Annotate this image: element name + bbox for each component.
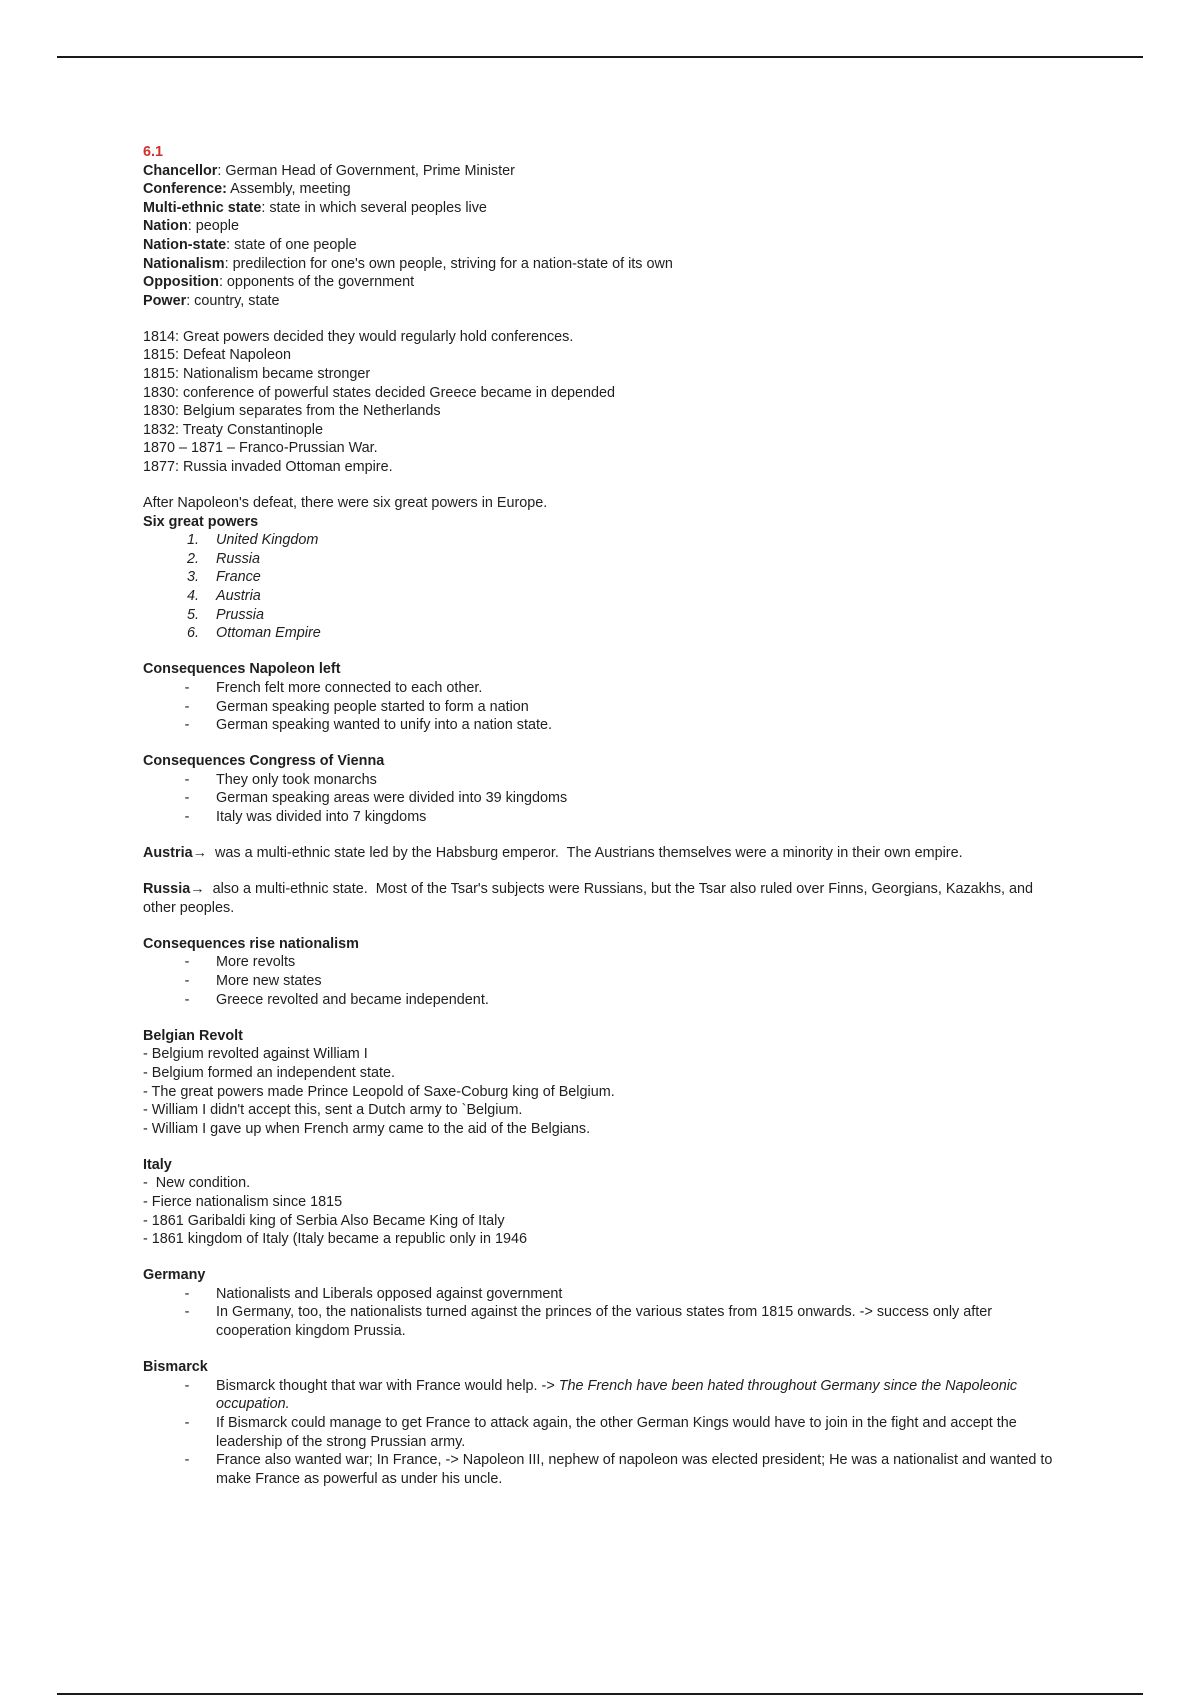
bullet-list xyxy=(143,1285,1063,1341)
list-number: 2. xyxy=(186,550,199,567)
glossary-entry xyxy=(143,292,1063,311)
glossary-definition: Assembly, meeting xyxy=(226,181,351,198)
dash-marker: - xyxy=(184,717,190,734)
great-powers-intro: After Napoleon's defeat, there were six great powers in Europe. xyxy=(143,495,548,512)
glossary-definition: : German Head of Government, Prime Minister xyxy=(217,162,515,179)
dash-marker: - xyxy=(184,771,190,788)
list-item xyxy=(143,587,1063,606)
list-item: - The great powers made Prince Leopold of Saxe-Coburg king of Belgium. xyxy=(143,1083,615,1100)
list-item xyxy=(143,953,1063,972)
glossary-entry xyxy=(143,255,1063,274)
glossary-entry xyxy=(143,162,1063,181)
timeline-entry: 1870 – 1871 – Franco-Prussian War. xyxy=(143,440,378,457)
belgian-revolt-section xyxy=(143,1027,1063,1139)
bottom-rule xyxy=(57,1693,1143,1695)
germany-section xyxy=(143,1266,1063,1340)
dash-marker: - xyxy=(184,1304,190,1321)
list-item-text: Italy was divided into 7 kingdoms xyxy=(216,809,427,825)
list-number: 1. xyxy=(186,532,199,549)
list-item-text: Greece revolted and became independent. xyxy=(216,991,489,1008)
list-item xyxy=(143,808,1063,827)
list-item: - 1861 kingdom of Italy (Italy became a republic only in 1946 xyxy=(143,1231,527,1248)
bullet-list xyxy=(143,953,1063,1009)
paragraph-text: also a multi-ethnic state. Most of the Tsar's subjects were Russians, but the Tsar also ruled over Finns, Georgians, Kazakhs, and other peoples. xyxy=(143,881,1038,916)
section-heading: Bismarck xyxy=(143,1359,208,1376)
bullet-list xyxy=(143,771,1063,827)
list-item xyxy=(143,771,1063,790)
bullet-list xyxy=(143,679,1063,735)
list-item-text: German speaking areas were divided into 39 kingdoms xyxy=(216,790,568,807)
list-item: - Belgium formed an independent state. xyxy=(143,1064,395,1081)
glossary-definition: : state in which several peoples live xyxy=(261,199,487,216)
list-item: - New condition. xyxy=(143,1175,251,1192)
list-item-text: Nationalists and Liberals opposed against government xyxy=(216,1285,563,1302)
timeline-entry: 1830: Belgium separates from the Netherlands xyxy=(143,403,441,420)
section-heading: Germany xyxy=(143,1267,206,1284)
list-item xyxy=(143,531,1063,550)
list-item xyxy=(143,972,1063,991)
dash-marker: - xyxy=(184,790,190,807)
list-item xyxy=(143,1414,1063,1451)
paragraph-label: Austria→ xyxy=(143,845,207,862)
list-item-text: If Bismarck could manage to get France to attack again, the other German Kings would have to join in the fight and accept the leadership of the strong Prussian army. xyxy=(216,1414,1017,1450)
glossary-definition: : country, state xyxy=(186,292,280,309)
timeline-entry: 1814: Great powers decided they would regularly hold conferences. xyxy=(143,328,574,345)
list-item xyxy=(143,568,1063,587)
list-item-text: In Germany, too, the nationalists turned against the princes of the various states from 1815 onwards. -> success only after cooperation kingdom Prussia. xyxy=(216,1304,993,1340)
dash-marker: - xyxy=(184,809,190,825)
list-item xyxy=(143,679,1063,698)
list-item xyxy=(143,606,1063,625)
dash-marker: - xyxy=(184,698,190,715)
list-item xyxy=(143,550,1063,569)
timeline-entry: 1832: Treaty Constantinople xyxy=(143,421,324,438)
list-number: 4. xyxy=(186,588,199,605)
list-item-text: France xyxy=(216,569,261,586)
glossary-entry xyxy=(143,180,1063,199)
list-item xyxy=(143,698,1063,717)
list-item: - Belgium revolted against William I xyxy=(143,1046,368,1063)
list-item: - 1861 Garibaldi king of Serbia Also Became King of Italy xyxy=(143,1212,505,1229)
timeline-entry: 1815: Nationalism became stronger xyxy=(143,366,371,383)
list-item xyxy=(143,789,1063,808)
italy-section xyxy=(143,1156,1063,1249)
list-item-text: More new states xyxy=(216,973,322,990)
list-item xyxy=(143,1285,1063,1304)
list-item xyxy=(143,1303,1063,1340)
glossary-definition: : state of one people xyxy=(226,236,357,253)
austria-paragraph xyxy=(143,844,1063,863)
timeline-entry: 1830: conference of powerful states decided Greece became in depended xyxy=(143,384,616,401)
list-item: - William I gave up when French army came to the aid of the Belgians. xyxy=(143,1120,591,1137)
glossary-definition: : people xyxy=(187,218,239,235)
glossary-entry xyxy=(143,273,1063,292)
glossary-term: Nation-state xyxy=(143,236,227,253)
dash-marker: - xyxy=(184,991,190,1008)
glossary-entry xyxy=(143,236,1063,255)
list-item-text: French felt more connected to each other. xyxy=(216,679,483,696)
glossary-definition: : opponents of the government xyxy=(218,274,415,291)
list-item xyxy=(143,991,1063,1010)
list-item-italic-text: The French have been hated throughout Germany since the Napoleonic occupation. xyxy=(216,1377,1018,1413)
section-heading: Italy xyxy=(143,1156,172,1173)
list-item-text: More revolts xyxy=(216,954,296,971)
list-item-text: Bismarck thought that war with France would help. -> xyxy=(216,1377,559,1394)
paragraph-label: Russia→ xyxy=(143,881,205,898)
paragraph-text: was a multi-ethnic state led by the Habsburg emperor. The Austrians themselves were a minority in their own empire. xyxy=(206,845,963,862)
section-heading: Consequences rise nationalism xyxy=(143,935,359,952)
glossary-term: Opposition xyxy=(143,274,219,291)
bismarck-section xyxy=(143,1358,1063,1488)
consequences-nationalism-section xyxy=(143,935,1063,1009)
dash-marker: - xyxy=(184,1414,190,1431)
list-item-text: They only took monarchs xyxy=(216,771,377,788)
glossary-term: Nation xyxy=(143,218,188,235)
section-heading: Consequences Congress of Vienna xyxy=(143,753,385,770)
glossary-entry xyxy=(143,199,1063,218)
list-number: 5. xyxy=(186,606,199,623)
list-item-text: France also wanted war; In France, -> Napoleon III, nephew of napoleon was elected president; He was a nationalist and wanted to make France as powerful as under his uncle. xyxy=(216,1452,1053,1487)
timeline xyxy=(143,328,1063,477)
list-item-text: Prussia xyxy=(216,606,264,623)
glossary xyxy=(143,162,1063,311)
document-body xyxy=(143,143,1063,1488)
consequences-vienna-section xyxy=(143,752,1063,826)
list-item-text: Austria xyxy=(216,588,261,605)
great-powers-list xyxy=(143,531,1063,643)
list-item xyxy=(143,1377,1063,1414)
section-number: 6.1 xyxy=(143,144,164,160)
list-item xyxy=(143,716,1063,735)
top-rule xyxy=(57,56,1143,58)
section-heading: Belgian Revolt xyxy=(143,1027,243,1044)
glossary-term: Conference: xyxy=(143,181,227,198)
timeline-entry: 1815: Defeat Napoleon xyxy=(143,347,292,364)
bullet-list xyxy=(143,1377,1063,1489)
great-powers-heading: Six great powers xyxy=(143,513,259,530)
glossary-term: Nationalism xyxy=(143,255,225,272)
list-item xyxy=(143,1451,1063,1488)
list-item: - Fierce nationalism since 1815 xyxy=(143,1194,343,1210)
great-powers-section xyxy=(143,494,1063,643)
dash-marker: - xyxy=(184,1285,190,1302)
section-heading: Consequences Napoleon left xyxy=(143,661,341,678)
list-item-text: German speaking people started to form a nation xyxy=(216,698,529,715)
glossary-term: Power xyxy=(143,292,187,309)
list-number: 3. xyxy=(186,569,199,586)
list-item xyxy=(143,624,1063,643)
russia-paragraph xyxy=(143,880,1063,917)
list-item-text: United Kingdom xyxy=(216,532,319,549)
dash-marker: - xyxy=(184,973,190,990)
list-number: 6. xyxy=(186,625,199,642)
glossary-term: Multi-ethnic state xyxy=(143,199,262,216)
consequences-napoleon-section xyxy=(143,660,1063,734)
dash-marker: - xyxy=(184,1377,190,1394)
dash-marker: - xyxy=(184,679,190,696)
dash-marker: - xyxy=(184,1452,190,1469)
timeline-entry: 1877: Russia invaded Ottoman empire. xyxy=(143,459,393,475)
glossary-entry xyxy=(143,217,1063,236)
list-item-text: Russia xyxy=(216,550,260,567)
glossary-term: Chancellor xyxy=(143,162,218,179)
list-item-text: German speaking wanted to unify into a nation state. xyxy=(216,717,552,734)
glossary-definition: : predilection for one's own people, striving for a nation-state of its own xyxy=(224,255,673,272)
list-item: - William I didn't accept this, sent a Dutch army to `Belgium. xyxy=(143,1102,523,1119)
list-item-text: Ottoman Empire xyxy=(216,625,321,642)
dash-marker: - xyxy=(184,954,190,971)
